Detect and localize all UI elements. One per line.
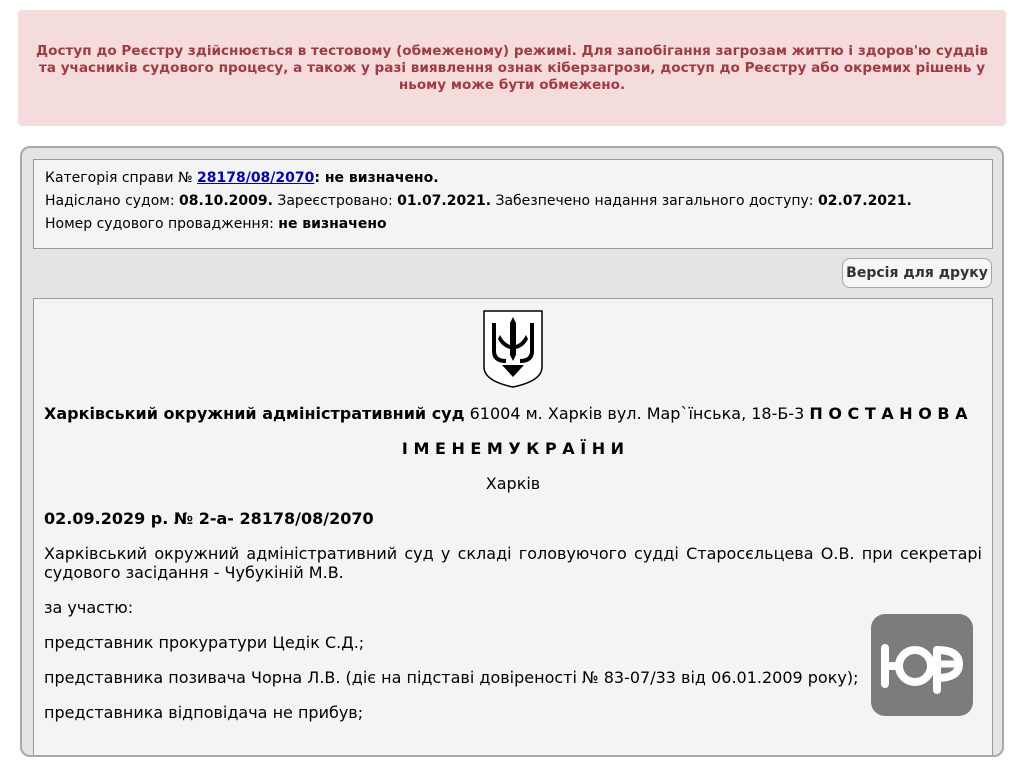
- access-notice: [18, 10, 1006, 126]
- decision-date-number: [44, 509, 982, 528]
- registered-label: Зареєстровано:: [277, 193, 393, 209]
- yur-logo-icon[interactable]: [871, 614, 973, 716]
- decision-header: [44, 404, 982, 423]
- paragraph-court-composition: Харківський окружний адміністративний суд у складі головуючого судді Старосєльцева О.В. при секретарі судового засідання - Чубукіній М.В.: [44, 544, 982, 582]
- court-address: 61004 м. Харків вул. Мар`їнська, 18-Б-3: [469, 404, 805, 423]
- paragraph-participants: за участю:: [44, 598, 134, 617]
- case-number-link[interactable]: 28178/08/2070: [197, 170, 315, 186]
- in-the-name-line: [44, 439, 982, 458]
- yur-logo-glyph: [871, 614, 973, 716]
- case-info-panel: [33, 159, 993, 249]
- paragraph-prosecutor: представник прокуратури Цедік С.Д.;: [44, 633, 365, 652]
- paragraph-plaintiff-rep: представника позивача Чорна Л.В. (діє на підставі довіреності № 83-07/33 від 06.01.2009 року);: [44, 668, 859, 687]
- case-dates-row: [45, 190, 992, 213]
- category-value: : не визначено.: [314, 170, 439, 186]
- paragraph-defendant-rep: представника відповідача не прибув;: [44, 703, 364, 722]
- sent-label: Надіслано судом:: [45, 193, 175, 209]
- trident-coat-of-arms-icon: [482, 309, 544, 389]
- category-label: Категорія справи №: [45, 170, 193, 186]
- access-label: Забезпечено надання загального доступу:: [495, 193, 814, 209]
- in-the-name-text: І М Е Н Е М У К Р А Ї Н И: [401, 439, 625, 458]
- registered-date: 01.07.2021.: [397, 193, 492, 209]
- sent-date: 08.10.2009.: [179, 193, 273, 209]
- case-category-row: [45, 167, 992, 190]
- city: Харків: [485, 474, 541, 493]
- decision-document: [33, 298, 993, 757]
- proceeding-value: не визначено: [278, 216, 387, 232]
- access-date: 02.07.2021.: [817, 193, 912, 209]
- decision-date-number-text: 02.09.2029 р. № 2-а- 28178/08/2070: [44, 509, 374, 528]
- access-notice-text: Доступ до Реєстру здійснюється в тестовому (обмеженому) режимі. Для запобігання загрозам життю і здоров'ю суддів та учасників судового процесу, а також у разі виявлення ознак кіберзагрози, доступ до Реєстру або окремих рішень у ньому може бути обмежено.: [36, 43, 988, 93]
- decision-type: П О С Т А Н О В А: [809, 404, 968, 423]
- proceeding-row: [45, 213, 992, 236]
- proceeding-label: Номер судового провадження:: [45, 216, 274, 232]
- print-version-button[interactable]: Версія для друку: [842, 258, 992, 288]
- document-frame: [20, 146, 1004, 757]
- court-name: Харківський окружний адміністративний суд: [44, 404, 465, 423]
